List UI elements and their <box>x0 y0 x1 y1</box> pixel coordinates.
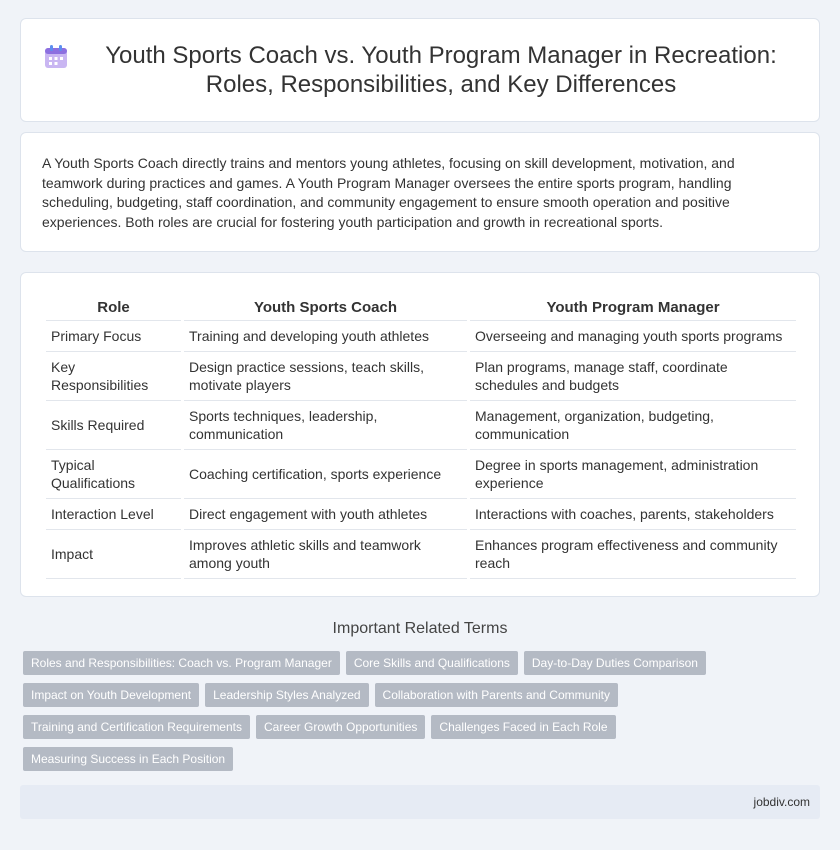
manager-cell: Enhances program effectiveness and community reach <box>470 530 796 579</box>
page-title: Youth Sports Coach vs. Youth Program Manager in Recreation: Roles, Responsibilities, and Key Differences <box>105 42 777 98</box>
table-row <box>46 450 796 499</box>
table-header-row <box>46 295 796 321</box>
row-label: Impact <box>46 530 181 579</box>
table-row <box>46 321 796 352</box>
related-term-tag[interactable]: Day-to-Day Duties Comparison <box>524 651 706 675</box>
related-term-tag[interactable]: Career Growth Opportunities <box>256 715 425 739</box>
table-row <box>46 530 796 579</box>
row-label: Skills Required <box>46 401 181 450</box>
related-term-tag[interactable]: Training and Certification Requirements <box>23 715 250 739</box>
coach-cell: Sports techniques, leadership, communication <box>184 401 467 450</box>
related-term-tag[interactable]: Leadership Styles Analyzed <box>205 683 368 707</box>
manager-cell: Overseeing and managing youth sports programs <box>470 321 796 352</box>
column-header-role: Role <box>46 295 181 321</box>
header-card <box>20 18 820 122</box>
coach-cell: Design practice sessions, teach skills, motivate players <box>184 352 467 401</box>
related-term-tag[interactable]: Measuring Success in Each Position <box>23 747 233 771</box>
row-label: Key Responsibilities <box>46 352 181 401</box>
table-row <box>46 499 796 530</box>
row-label: Interaction Level <box>46 499 181 530</box>
calendar-icon <box>41 42 71 72</box>
related-term-tag[interactable]: Roles and Responsibilities: Coach vs. Program Manager <box>23 651 340 675</box>
manager-cell: Management, organization, budgeting, communication <box>470 401 796 450</box>
row-label: Typical Qualifications <box>46 450 181 499</box>
column-header-manager: Youth Program Manager <box>470 295 796 321</box>
related-term-tag[interactable]: Impact on Youth Development <box>23 683 199 707</box>
table-row <box>46 401 796 450</box>
row-label: Primary Focus <box>46 321 181 352</box>
footer-site-link[interactable]: jobdiv.com <box>753 795 810 809</box>
related-terms-list <box>23 651 713 771</box>
related-term-tag[interactable]: Challenges Faced in Each Role <box>431 715 615 739</box>
coach-cell: Improves athletic skills and teamwork among youth <box>184 530 467 579</box>
manager-cell: Interactions with coaches, parents, stakeholders <box>470 499 796 530</box>
footer <box>20 785 820 819</box>
coach-cell: Coaching certification, sports experience <box>184 450 467 499</box>
manager-cell: Plan programs, manage staff, coordinate schedules and budgets <box>470 352 796 401</box>
coach-cell: Direct engagement with youth athletes <box>184 499 467 530</box>
related-terms-heading: Important Related Terms <box>332 620 508 637</box>
column-header-coach: Youth Sports Coach <box>184 295 467 321</box>
intro-paragraph: A Youth Sports Coach directly trains and mentors young athletes, focusing on skill development, motivation, and teamwork during practices and games. A Youth Program Manager oversees the entire sports program, handling scheduling, budgeting, staff coordination, and community engagement to ensure smooth operation and positive experiences. Both roles are crucial for fostering youth participation and growth in recreational sports. <box>42 155 735 230</box>
manager-cell: Degree in sports management, administration experience <box>470 450 796 499</box>
coach-cell: Training and developing youth athletes <box>184 321 467 352</box>
intro-card <box>20 132 820 252</box>
comparison-card <box>20 272 820 597</box>
related-term-tag[interactable]: Collaboration with Parents and Community <box>375 683 618 707</box>
table-row <box>46 352 796 401</box>
comparison-table <box>43 295 799 579</box>
related-term-tag[interactable]: Core Skills and Qualifications <box>346 651 518 675</box>
